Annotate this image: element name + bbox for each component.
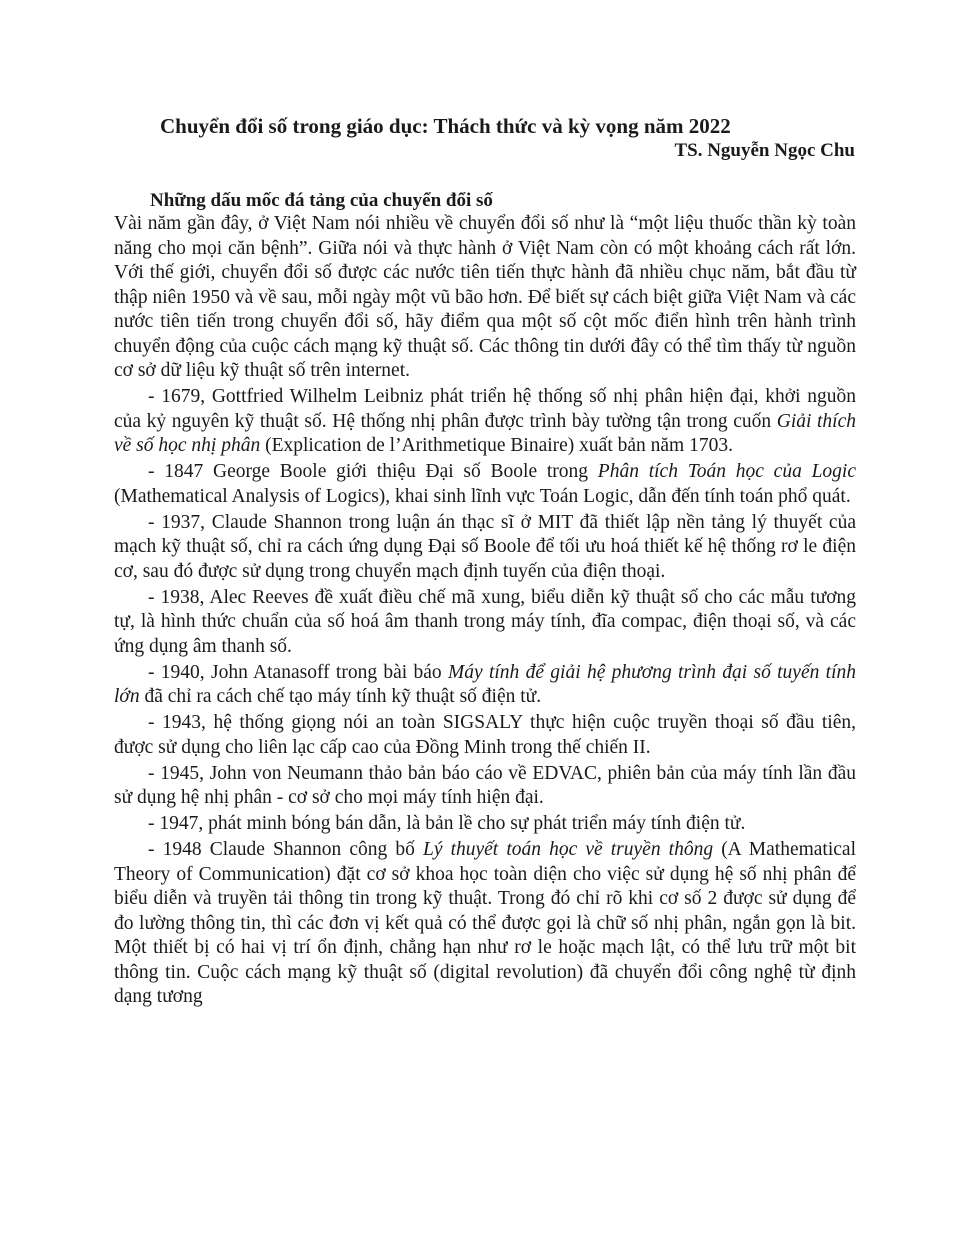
milestone-1948: - 1948 Claude Shannon công bố Lý thuyết toán học về truyền thông (A Mathematical Theory of Communication) đặt cơ sở khoa học toàn diện cho việc sử dụng hệ số nhị phân để biểu diễn và truyền tải thông tin trong kỹ thuật. Trong đó chỉ rõ khi cơ số 2 được sử dụng để đo lường thông tin, thì các đơn vị kết quả có thể được gọi là chữ số nhị phân, ngắn gọn là bit. Một thiết bị có hai vị trí ổn định, chẳng hạn như rơ le hoặc mạch lật, có thể lưu trữ một bit thông tin. Cuộc cách mạng kỹ thuật số (digital revolution) đã chuyển đổi công nghệ từ định dạng tương — [114, 839, 856, 1007]
book-title-1679: Giải thích về số học nhị phân — [114, 410, 856, 456]
author-name: TS. Nguyễn Ngọc Chu — [674, 140, 855, 161]
milestone-1679: - 1679, Gottfried Wilhelm Leibniz phát triển hệ thống số nhị phân hiện đại, khởi nguồn của kỷ nguyên kỹ thuật số. Hệ thống nhị phân được trình bày tường tận trong cuốn Giải thích về số học nhị phân (Explication de l’Arithmetique Binaire) xuất bản năm 1703. — [114, 386, 856, 456]
milestone-1947: - 1947, phát minh bóng bán dẫn, là bản lề cho sự phát triển máy tính điện tử. — [148, 813, 746, 834]
milestone-1937: - 1937, Claude Shannon trong luận án thạc sĩ ở MIT đã thiết lập nền tảng lý thuyết của mạch kỹ thuật số, chỉ ra cách ứng dụng Đại số Boole để tối ưu hoá thiết kế hệ thống rơ le điện cơ, sau đó được sử dụng trong chuyển mạch định tuyến của điện thoại. — [114, 511, 856, 582]
milestone-1940: - 1940, John Atanasoff trong bài báo Máy tính để giải hệ phương trình đại số tuyến tính lớn đã chỉ ra cách chế tạo máy tính kỹ thuật số điện tử. — [114, 661, 856, 707]
milestone-1943: - 1943, hệ thống giọng nói an toàn SIGSALY thực hiện cuộc truyền thoại số đầu tiên, được sử dụng cho liên lạc cấp cao của Đồng Minh trong thế chiến II. — [114, 712, 856, 758]
section-heading: Những dấu mốc đá tảng của chuyển đổi số — [150, 190, 493, 211]
book-title-1847: Phân tích Toán học của Logic — [597, 461, 856, 482]
paper-title-1948: Lý thuyết toán học về truyền thông — [422, 839, 714, 860]
article-body — [114, 212, 856, 1011]
paper-title-1940: Máy tính để giải hệ phương trình đại số tuyến tính lớn — [114, 661, 856, 707]
milestone-1847: - 1847 George Boole giới thiệu Đại số Boole trong Phân tích Toán học của Logic (Mathematical Analysis of Logics), khai sinh lĩnh vực Toán Logic, dẫn đến tính toán phổ quát. — [114, 461, 856, 507]
milestone-1938: - 1938, Alec Reeves đề xuất điều chế mã xung, biểu diễn kỹ thuật số cho các mẫu tương tự, là hình thức chuẩn của số hoá âm thanh trong máy tính, đĩa compac, điện thoại số, và các ứng dụng âm thanh số. — [114, 586, 856, 657]
document-title: Chuyển đổi số trong giáo dục: Thách thức và kỳ vọng năm 2022 — [160, 114, 731, 138]
milestone-1945: - 1945, John von Neumann thảo bản báo cáo về EDVAC, phiên bản của máy tính lần đầu sử dụng hệ nhị phân - cơ sở cho mọi máy tính hiện đại. — [114, 762, 856, 808]
intro-paragraph: Vài năm gần đây, ở Việt Nam nói nhiều về chuyển đổi số như là “một liệu thuốc thần kỳ toàn năng cho mọi căn bệnh”. Giữa nói và thực hành ở Việt Nam còn có một khoảng cách rất lớn. Với thế giới, chuyển đổi số được các nước tiên tiến thực hành đã nhiều chục năm, bắt đầu từ thập niên 1950 và về sau, mỗi ngày một vũ bão hơn. Để biết sự cách biệt giữa Việt Nam và các nước tiên tiến trong chuyển đổi số, hãy điểm qua một số cột mốc điển hình trên hành trình chuyển động của cuộc cách mạng kỹ thuật số. Các thông tin dưới đây có thể tìm thấy từ nguồn cơ sở dữ liệu kỹ thuật số trên internet. — [114, 213, 856, 381]
